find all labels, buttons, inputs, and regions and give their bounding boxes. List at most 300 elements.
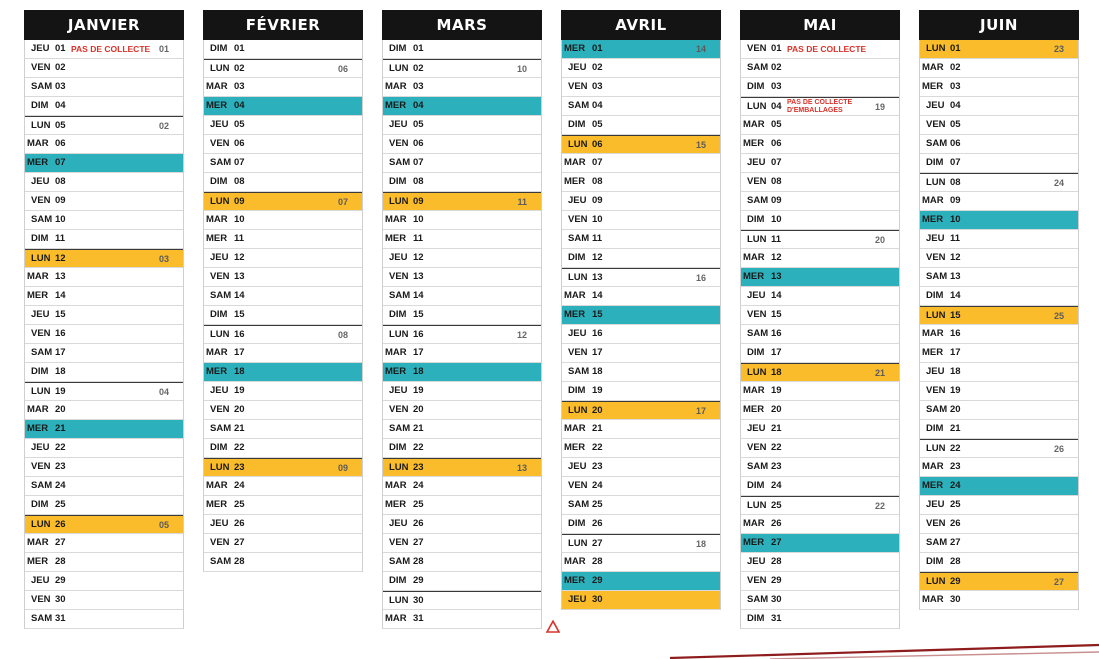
- date-number: 25: [234, 499, 245, 510]
- weekday-label: VEN: [389, 537, 409, 548]
- date-number: 29: [55, 575, 66, 586]
- weekday-label: MAR: [564, 423, 586, 434]
- date-number: 01: [55, 43, 66, 54]
- week-number: 27: [1053, 577, 1064, 587]
- week-number: 23: [1053, 44, 1064, 54]
- date-number: 29: [592, 575, 603, 586]
- date-number: 18: [55, 366, 66, 377]
- weekday-label: MAR: [385, 347, 407, 358]
- day-row: [204, 553, 362, 572]
- date-number: 31: [771, 613, 782, 624]
- day-row: [741, 306, 899, 325]
- day-row: [383, 439, 541, 458]
- day-row: [204, 249, 362, 268]
- day-row: [25, 420, 183, 439]
- day-row: [920, 344, 1078, 363]
- date-number: 07: [55, 157, 66, 168]
- weekday-label: DIM: [389, 309, 407, 320]
- date-number: 24: [413, 480, 424, 491]
- weekday-label: MAR: [922, 328, 944, 339]
- day-row: [920, 572, 1078, 591]
- week-number: 26: [1053, 444, 1064, 454]
- weekday-label: JEU: [31, 442, 50, 453]
- week-number: 04: [158, 387, 169, 397]
- date-number: 19: [771, 385, 782, 396]
- weekday-label: JEU: [926, 499, 945, 510]
- date-number: 27: [234, 537, 245, 548]
- day-row: [741, 59, 899, 78]
- day-row: [741, 553, 899, 572]
- date-number: 28: [592, 556, 603, 567]
- weekday-label: MER: [206, 499, 228, 510]
- weekday-label: MAR: [27, 138, 49, 149]
- day-row: [25, 344, 183, 363]
- date-number: 02: [950, 62, 961, 73]
- weekday-label: SAM: [31, 480, 53, 491]
- date-number: 14: [234, 290, 245, 301]
- date-number: 17: [771, 347, 782, 358]
- weekday-label: LUN: [926, 576, 946, 587]
- weekday-label: SAM: [747, 195, 769, 206]
- weekday-label: MER: [206, 366, 228, 377]
- date-number: 07: [592, 157, 603, 168]
- weekday-label: LUN: [389, 196, 409, 207]
- date-number: 18: [234, 366, 245, 377]
- weekday-label: DIM: [926, 556, 944, 567]
- weekday-label: MAR: [564, 556, 586, 567]
- day-row: [920, 477, 1078, 496]
- date-number: 26: [950, 518, 961, 529]
- day-row: [204, 154, 362, 173]
- day-row: [562, 591, 720, 610]
- day-row: [25, 116, 183, 135]
- day-row: [741, 40, 899, 59]
- day-row: [741, 477, 899, 496]
- weekday-label: DIM: [389, 43, 407, 54]
- day-row: [25, 553, 183, 572]
- weekday-label: DIM: [389, 442, 407, 453]
- day-row: [383, 306, 541, 325]
- day-row: [741, 363, 899, 382]
- date-number: 27: [413, 537, 424, 548]
- day-row: [204, 173, 362, 192]
- date-number: 23: [55, 461, 66, 472]
- day-row: [383, 420, 541, 439]
- weekday-label: MAR: [564, 157, 586, 168]
- week-number: 07: [337, 197, 348, 207]
- day-row: [383, 154, 541, 173]
- day-list: [203, 40, 363, 572]
- weekday-label: LUN: [926, 177, 946, 188]
- day-row: [383, 268, 541, 287]
- date-number: 06: [771, 138, 782, 149]
- date-number: 10: [413, 214, 424, 225]
- day-row: [562, 40, 720, 59]
- day-row: [741, 439, 899, 458]
- weekday-label: VEN: [747, 575, 767, 586]
- week-number: 11: [517, 197, 527, 207]
- day-row: [920, 192, 1078, 211]
- weekday-label: SAM: [747, 594, 769, 605]
- day-row: [25, 572, 183, 591]
- date-number: 14: [55, 290, 66, 301]
- date-number: 05: [592, 119, 603, 130]
- day-row: [920, 439, 1078, 458]
- weekday-label: SAM: [389, 290, 411, 301]
- day-row: [25, 496, 183, 515]
- week-number: 08: [337, 330, 348, 340]
- day-row: [204, 515, 362, 534]
- weekday-label: VEN: [926, 518, 946, 529]
- date-number: 22: [55, 442, 66, 453]
- month-header: MAI: [740, 10, 900, 40]
- day-row: [25, 534, 183, 553]
- day-row: [920, 249, 1078, 268]
- day-row: [562, 249, 720, 268]
- date-number: 15: [771, 309, 782, 320]
- month-column: [919, 10, 1079, 610]
- weekday-label: SAM: [926, 404, 948, 415]
- week-number: 05: [158, 520, 169, 530]
- month-header: AVRIL: [561, 10, 721, 40]
- date-number: 09: [413, 196, 424, 207]
- day-row: [204, 59, 362, 78]
- weekday-label: VEN: [568, 480, 588, 491]
- weekday-label: DIM: [568, 252, 586, 263]
- date-number: 14: [413, 290, 424, 301]
- weekday-label: VEN: [31, 62, 51, 73]
- weekday-label: SAM: [568, 366, 590, 377]
- weekday-label: MAR: [27, 271, 49, 282]
- weekday-label: DIM: [31, 366, 49, 377]
- day-row: [25, 249, 183, 268]
- day-row: [920, 230, 1078, 249]
- date-number: 27: [950, 537, 961, 548]
- date-number: 28: [55, 556, 66, 567]
- date-number: 27: [55, 537, 66, 548]
- day-row: [920, 306, 1078, 325]
- date-number: 26: [413, 518, 424, 529]
- weekday-label: JEU: [31, 309, 50, 320]
- day-row: [204, 382, 362, 401]
- weekday-label: DIM: [389, 575, 407, 586]
- day-row: [741, 591, 899, 610]
- date-number: 04: [413, 100, 424, 111]
- week-number: 03: [158, 254, 169, 264]
- weekday-label: DIM: [31, 233, 49, 244]
- warning-triangle-icon: [546, 620, 560, 633]
- day-row: [25, 192, 183, 211]
- day-row: [204, 211, 362, 230]
- date-number: 21: [950, 423, 961, 434]
- weekday-label: MER: [385, 366, 407, 377]
- month-column: [561, 10, 721, 610]
- day-row: [741, 135, 899, 154]
- date-number: 13: [234, 271, 245, 282]
- weekday-label: JEU: [747, 290, 766, 301]
- date-number: 26: [55, 519, 66, 530]
- day-row: [920, 78, 1078, 97]
- date-number: 22: [413, 442, 424, 453]
- date-number: 20: [592, 405, 603, 416]
- day-row: [920, 496, 1078, 515]
- date-number: 11: [413, 233, 424, 244]
- weekday-label: SAM: [389, 423, 411, 434]
- date-number: 11: [55, 233, 66, 244]
- date-number: 14: [950, 290, 961, 301]
- day-row: [920, 363, 1078, 382]
- date-number: 20: [234, 404, 245, 415]
- day-row: [25, 325, 183, 344]
- date-number: 11: [950, 233, 961, 244]
- day-row: [383, 344, 541, 363]
- weekday-label: MAR: [385, 81, 407, 92]
- day-row: [562, 534, 720, 553]
- date-number: 04: [234, 100, 245, 111]
- month-column: [740, 10, 900, 629]
- day-row: [383, 401, 541, 420]
- date-number: 19: [592, 385, 603, 396]
- day-row: [741, 458, 899, 477]
- day-row: [383, 382, 541, 401]
- weekday-label: MAR: [922, 62, 944, 73]
- day-row: [25, 477, 183, 496]
- weekday-label: MER: [385, 499, 407, 510]
- date-number: 21: [55, 423, 66, 434]
- day-row: [25, 439, 183, 458]
- date-number: 27: [592, 538, 603, 549]
- weekday-label: VEN: [747, 442, 767, 453]
- date-number: 29: [413, 575, 424, 586]
- date-number: 04: [55, 100, 66, 111]
- day-row: [204, 534, 362, 553]
- date-number: 06: [592, 139, 603, 150]
- day-row: [741, 211, 899, 230]
- month-column: [382, 10, 542, 629]
- weekday-label: MAR: [385, 480, 407, 491]
- day-row: [25, 78, 183, 97]
- week-number: 25: [1053, 311, 1064, 321]
- day-row: [741, 192, 899, 211]
- day-row: [204, 363, 362, 382]
- day-row: [383, 249, 541, 268]
- day-list: [382, 40, 542, 629]
- day-row: [920, 420, 1078, 439]
- weekday-label: LUN: [926, 43, 946, 54]
- week-number: 10: [516, 64, 527, 74]
- date-number: 03: [592, 81, 603, 92]
- date-number: 20: [771, 404, 782, 415]
- day-row: [741, 610, 899, 629]
- day-row: [383, 553, 541, 572]
- weekday-label: JEU: [210, 385, 229, 396]
- day-list: [919, 40, 1079, 610]
- date-number: 16: [55, 328, 66, 339]
- date-number: 06: [55, 138, 66, 149]
- day-row: [920, 40, 1078, 59]
- weekday-label: LUN: [747, 101, 767, 112]
- weekday-label: LUN: [568, 272, 588, 283]
- weekday-label: SAM: [747, 62, 769, 73]
- date-number: 15: [950, 310, 961, 321]
- week-number: 15: [695, 140, 706, 150]
- date-number: 28: [950, 556, 961, 567]
- weekday-label: MER: [27, 556, 49, 567]
- date-number: 22: [592, 442, 603, 453]
- day-row: [204, 230, 362, 249]
- day-row: [562, 325, 720, 344]
- day-row: [204, 325, 362, 344]
- weekday-label: MAR: [385, 613, 407, 624]
- decorative-lines: [650, 640, 1099, 659]
- day-row: [562, 154, 720, 173]
- date-number: 30: [592, 594, 603, 605]
- weekday-label: LUN: [926, 443, 946, 454]
- weekday-label: DIM: [747, 480, 765, 491]
- day-row: [920, 382, 1078, 401]
- day-row: [383, 325, 541, 344]
- date-number: 03: [234, 81, 245, 92]
- day-row: [204, 78, 362, 97]
- weekday-label: JEU: [389, 119, 408, 130]
- date-number: 06: [234, 138, 245, 149]
- day-row: [25, 515, 183, 534]
- weekday-label: MER: [27, 157, 49, 168]
- weekday-label: VEN: [210, 138, 230, 149]
- day-row: [383, 97, 541, 116]
- day-row: [920, 173, 1078, 192]
- week-number: 18: [695, 539, 706, 549]
- date-number: 13: [592, 272, 603, 283]
- weekday-label: MER: [743, 404, 765, 415]
- date-number: 28: [771, 556, 782, 567]
- date-number: 10: [234, 214, 245, 225]
- weekday-label: DIM: [747, 214, 765, 225]
- weekday-label: VEN: [747, 43, 767, 54]
- date-number: 02: [592, 62, 603, 73]
- weekday-label: MER: [206, 233, 228, 244]
- weekday-label: JEU: [747, 423, 766, 434]
- day-row: [741, 420, 899, 439]
- weekday-label: VEN: [31, 594, 51, 605]
- weekday-label: MER: [564, 176, 586, 187]
- weekday-label: JEU: [747, 556, 766, 567]
- date-number: 17: [234, 347, 245, 358]
- weekday-label: DIM: [926, 290, 944, 301]
- weekday-label: VEN: [389, 404, 409, 415]
- day-row: [741, 344, 899, 363]
- weekday-label: MER: [922, 81, 944, 92]
- day-row: [562, 553, 720, 572]
- day-row: [25, 458, 183, 477]
- day-list: [561, 40, 721, 610]
- day-row: [562, 382, 720, 401]
- day-row: [383, 59, 541, 78]
- day-row: [562, 97, 720, 116]
- weekday-label: MAR: [385, 214, 407, 225]
- weekday-label: VEN: [31, 461, 51, 472]
- weekday-label: MER: [564, 43, 586, 54]
- weekday-label: LUN: [31, 253, 51, 264]
- weekday-label: LUN: [31, 120, 51, 131]
- weekday-label: MAR: [564, 290, 586, 301]
- weekday-label: JEU: [31, 575, 50, 586]
- day-row: [25, 610, 183, 629]
- date-number: 15: [234, 309, 245, 320]
- weekday-label: JEU: [747, 157, 766, 168]
- date-number: 30: [950, 594, 961, 605]
- weekday-label: VEN: [389, 271, 409, 282]
- date-number: 04: [771, 101, 782, 112]
- day-list: [740, 40, 900, 629]
- date-number: 05: [234, 119, 245, 130]
- date-number: 18: [592, 366, 603, 377]
- weekday-label: JEU: [926, 100, 945, 111]
- date-number: 02: [771, 62, 782, 73]
- day-row: [25, 382, 183, 401]
- weekday-label: MER: [385, 100, 407, 111]
- week-number: 24: [1053, 178, 1064, 188]
- weekday-label: LUN: [568, 405, 588, 416]
- date-number: 19: [55, 386, 66, 397]
- date-number: 12: [234, 252, 245, 263]
- date-number: 01: [234, 43, 245, 54]
- day-row: [741, 534, 899, 553]
- date-number: 17: [413, 347, 424, 358]
- day-row: [383, 610, 541, 629]
- day-row: [562, 344, 720, 363]
- weekday-label: VEN: [389, 138, 409, 149]
- date-number: 29: [950, 576, 961, 587]
- weekday-label: VEN: [747, 309, 767, 320]
- date-number: 19: [234, 385, 245, 396]
- date-number: 23: [413, 462, 424, 473]
- weekday-label: MAR: [743, 518, 765, 529]
- date-number: 28: [413, 556, 424, 567]
- week-number: 06: [337, 64, 348, 74]
- date-number: 01: [950, 43, 961, 54]
- weekday-label: JEU: [568, 195, 587, 206]
- weekday-label: MER: [564, 575, 586, 586]
- weekday-label: SAM: [210, 290, 232, 301]
- date-number: 17: [592, 347, 603, 358]
- weekday-label: DIM: [389, 176, 407, 187]
- date-number: 02: [234, 63, 245, 74]
- day-row: [383, 515, 541, 534]
- day-row: [383, 173, 541, 192]
- collection-note: PAS DE COLLECTE: [71, 44, 151, 54]
- day-row: [383, 477, 541, 496]
- day-row: [204, 97, 362, 116]
- weekday-label: LUN: [568, 139, 588, 150]
- weekday-label: JEU: [389, 518, 408, 529]
- day-row: [920, 553, 1078, 572]
- weekday-label: SAM: [747, 461, 769, 472]
- day-row: [920, 211, 1078, 230]
- weekday-label: JEU: [31, 176, 50, 187]
- date-number: 03: [950, 81, 961, 92]
- weekday-label: MAR: [206, 214, 228, 225]
- date-number: 04: [592, 100, 603, 111]
- week-number: 13: [516, 463, 527, 473]
- weekday-label: MER: [385, 233, 407, 244]
- day-row: [204, 420, 362, 439]
- date-number: 16: [234, 329, 245, 340]
- date-number: 17: [55, 347, 66, 358]
- day-row: [920, 458, 1078, 477]
- day-row: [920, 154, 1078, 173]
- weekday-label: SAM: [926, 138, 948, 149]
